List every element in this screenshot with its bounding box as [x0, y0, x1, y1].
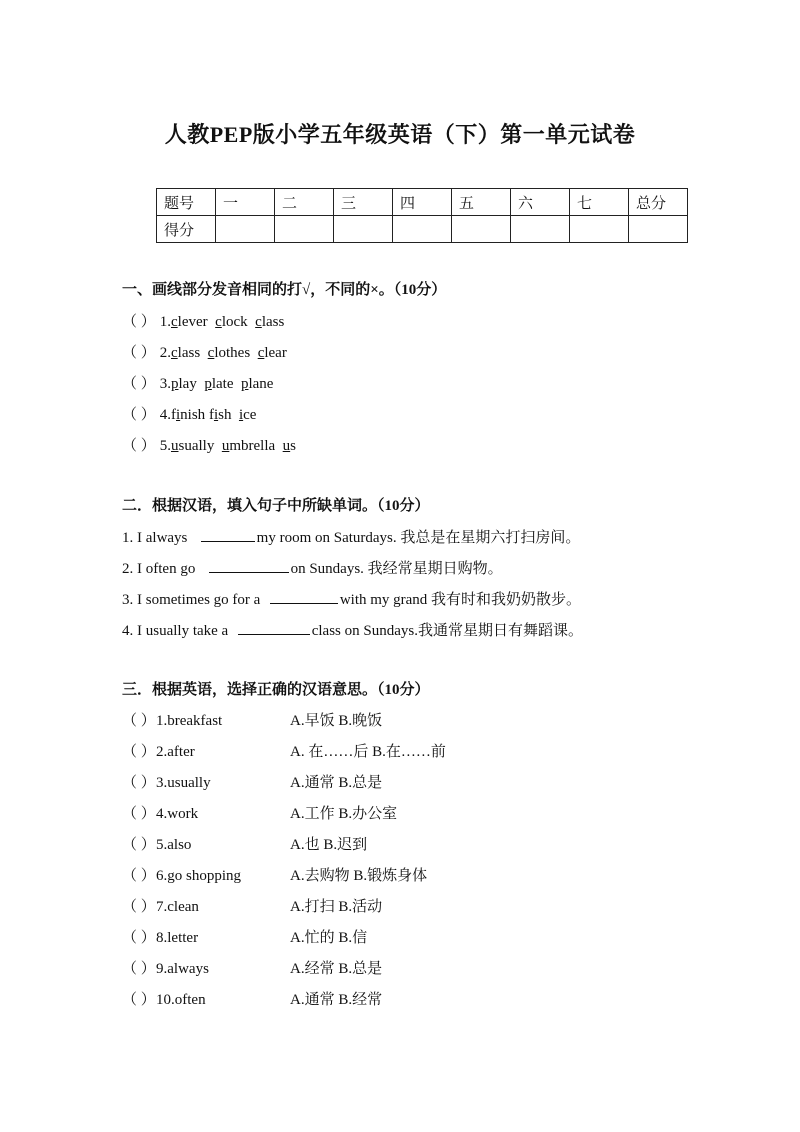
word-rest: lass [261, 314, 285, 330]
choice-options: A.早饭 B.晚饭 [290, 713, 383, 729]
section1-item [122, 434, 296, 455]
word-rest: s [290, 438, 297, 454]
score-table [156, 188, 688, 243]
underlined-letter: p [171, 376, 179, 392]
underlined-letter: u [282, 438, 291, 454]
score-header-cell: 二 [275, 189, 334, 216]
underlined-letter: c [215, 314, 222, 330]
score-header-cell: 一 [216, 189, 275, 216]
vocab-word: 7.clean [156, 899, 199, 915]
section3-item [122, 864, 241, 885]
choice-options: A.通常 B.经常 [290, 992, 383, 1008]
score-header-cell: 五 [452, 189, 511, 216]
answer-blank[interactable] [238, 620, 310, 635]
underlined-letter: i [238, 407, 244, 423]
section2-item [122, 588, 581, 609]
answer-blank[interactable] [209, 558, 289, 573]
vocab-word: 1.breakfast [156, 713, 223, 729]
section3-item [122, 926, 198, 947]
score-header-cell: 三 [334, 189, 393, 216]
score-cell[interactable] [334, 216, 393, 243]
section3-item [122, 957, 209, 978]
answer-paren[interactable]: （ ） [122, 407, 156, 423]
section1-item [122, 310, 284, 331]
choice-options: A.打扫 B.活动 [290, 899, 383, 915]
section3-item [122, 895, 199, 916]
choice-options: A.去购物 B.锻炼身体 [290, 868, 428, 884]
underlined-letter: c [255, 314, 262, 330]
score-header-cell: 总分 [629, 189, 688, 216]
choice-options: A.工作 B.办公室 [290, 806, 398, 822]
choice-options: A.通常 B.总是 [290, 775, 383, 791]
answer-paren[interactable]: （ ） [122, 713, 156, 729]
word-rest: nish [180, 407, 206, 423]
section2-item [122, 619, 583, 640]
section1-item [122, 341, 287, 362]
choice-options: A.忙的 B.信 [290, 930, 368, 946]
answer-paren[interactable]: （ ） [122, 930, 156, 946]
word-prefix: f [171, 407, 176, 423]
answer-paren[interactable]: （ ） [122, 899, 156, 915]
underlined-letter: i [176, 407, 181, 423]
sentence-end: with my grand 我有时和我奶奶散步。 [339, 592, 582, 608]
vocab-word: 2.after [156, 744, 195, 760]
score-table-header-row [157, 189, 688, 216]
score-cell[interactable] [216, 216, 275, 243]
word-rest: late [211, 376, 234, 392]
word-rest: sually [178, 438, 215, 454]
section3-item [122, 802, 198, 823]
sentence-start: 3. I sometimes go for a [122, 592, 265, 608]
section1-title: 一、画线部分发音相同的打√，不同的×。（10分） [122, 282, 447, 298]
score-cell[interactable] [393, 216, 452, 243]
sentence-end: class on Sundays.我通常星期日有舞蹈课。 [311, 623, 583, 639]
word-rest: lever [177, 314, 208, 330]
sentence-start: 4. I usually take a [122, 623, 232, 639]
section3-item [122, 709, 222, 730]
vocab-word: 6.go shopping [156, 868, 242, 884]
underlined-letter: p [240, 376, 249, 392]
vocab-word: 10.often [156, 992, 206, 1008]
score-header-cell: 四 [393, 189, 452, 216]
word-rest: sh [218, 407, 232, 423]
answer-paren[interactable]: （ ） [122, 345, 156, 361]
underlined-letter: c [207, 345, 215, 361]
choice-options: A. 在……后 B.在……前 [290, 744, 446, 760]
sentence-start: 2. I often go [122, 561, 200, 577]
answer-paren[interactable]: （ ） [122, 438, 156, 454]
answer-blank[interactable] [201, 527, 255, 542]
section3-item [122, 988, 206, 1009]
section2-title: 二．根据汉语，填入句子中所缺单词。（10分） [122, 498, 430, 514]
vocab-word: 3.usually [156, 775, 211, 791]
score-cell[interactable] [452, 216, 511, 243]
section3-title: 三．根据英语，选择正确的汉语意思。（10分） [122, 682, 430, 698]
underlined-letter: c [257, 345, 265, 361]
answer-paren[interactable]: （ ） [122, 868, 156, 884]
underlined-letter: p [204, 376, 212, 392]
item-number: 5. [159, 438, 171, 454]
answer-paren[interactable]: （ ） [122, 744, 156, 760]
section3-item [122, 771, 211, 792]
word-rest: lock [221, 314, 248, 330]
score-table-score-row [157, 216, 688, 243]
word-rest: ce [243, 407, 257, 423]
answer-paren[interactable]: （ ） [122, 314, 156, 330]
score-cell[interactable] [275, 216, 334, 243]
section3-item [122, 833, 191, 854]
underlined-letter: c [171, 345, 178, 361]
word-prefix: f [208, 407, 214, 423]
score-header-cell: 六 [511, 189, 570, 216]
score-cell[interactable] [629, 216, 688, 243]
word-rest: lear [264, 345, 287, 361]
word-rest: lay [178, 376, 197, 392]
sentence-end: on Sundays. 我经常星期日购物。 [290, 561, 503, 577]
word-rest: lass [177, 345, 201, 361]
item-number: 2. [159, 345, 171, 361]
item-number: 3. [159, 376, 171, 392]
page-title: 人教PEP版小学五年级英语（下）第一单元试卷 [164, 122, 636, 147]
answer-paren[interactable]: （ ） [122, 992, 156, 1008]
vocab-word: 8.letter [156, 930, 199, 946]
sentence-end: my room on Saturdays. 我总是在星期六打扫房间。 [256, 530, 581, 546]
underlined-letter: i [213, 407, 219, 423]
underlined-letter: u [221, 438, 230, 454]
section2-item [122, 557, 503, 578]
score-cell[interactable] [511, 216, 570, 243]
score-row-label: 得分 [157, 216, 216, 243]
answer-paren[interactable]: （ ） [122, 775, 156, 791]
word-rest: mbrella [229, 438, 276, 454]
underlined-letter: u [171, 438, 179, 454]
section1-item [122, 403, 256, 424]
word-rest: lothes [214, 345, 251, 361]
answer-blank[interactable] [270, 589, 338, 604]
section1-item [122, 372, 273, 393]
word-rest: lane [248, 376, 274, 392]
score-cell[interactable] [570, 216, 629, 243]
section2-item [122, 526, 580, 547]
vocab-word: 5.also [156, 837, 192, 853]
item-number: 1. [159, 314, 171, 330]
section3-item [122, 740, 195, 761]
answer-paren[interactable]: （ ） [122, 376, 156, 392]
choice-options: A.也 B.迟到 [290, 837, 368, 853]
sentence-start: 1. I always [122, 530, 192, 546]
answer-paren[interactable]: （ ） [122, 961, 156, 977]
underlined-letter: c [171, 314, 178, 330]
vocab-word: 4.work [156, 806, 199, 822]
item-number: 4. [159, 407, 171, 423]
answer-paren[interactable]: （ ） [122, 806, 156, 822]
score-header-cell: 题号 [157, 189, 216, 216]
answer-paren[interactable]: （ ） [122, 837, 156, 853]
vocab-word: 9.always [156, 961, 209, 977]
choice-options: A.经常 B.总是 [290, 961, 383, 977]
score-header-cell: 七 [570, 189, 629, 216]
